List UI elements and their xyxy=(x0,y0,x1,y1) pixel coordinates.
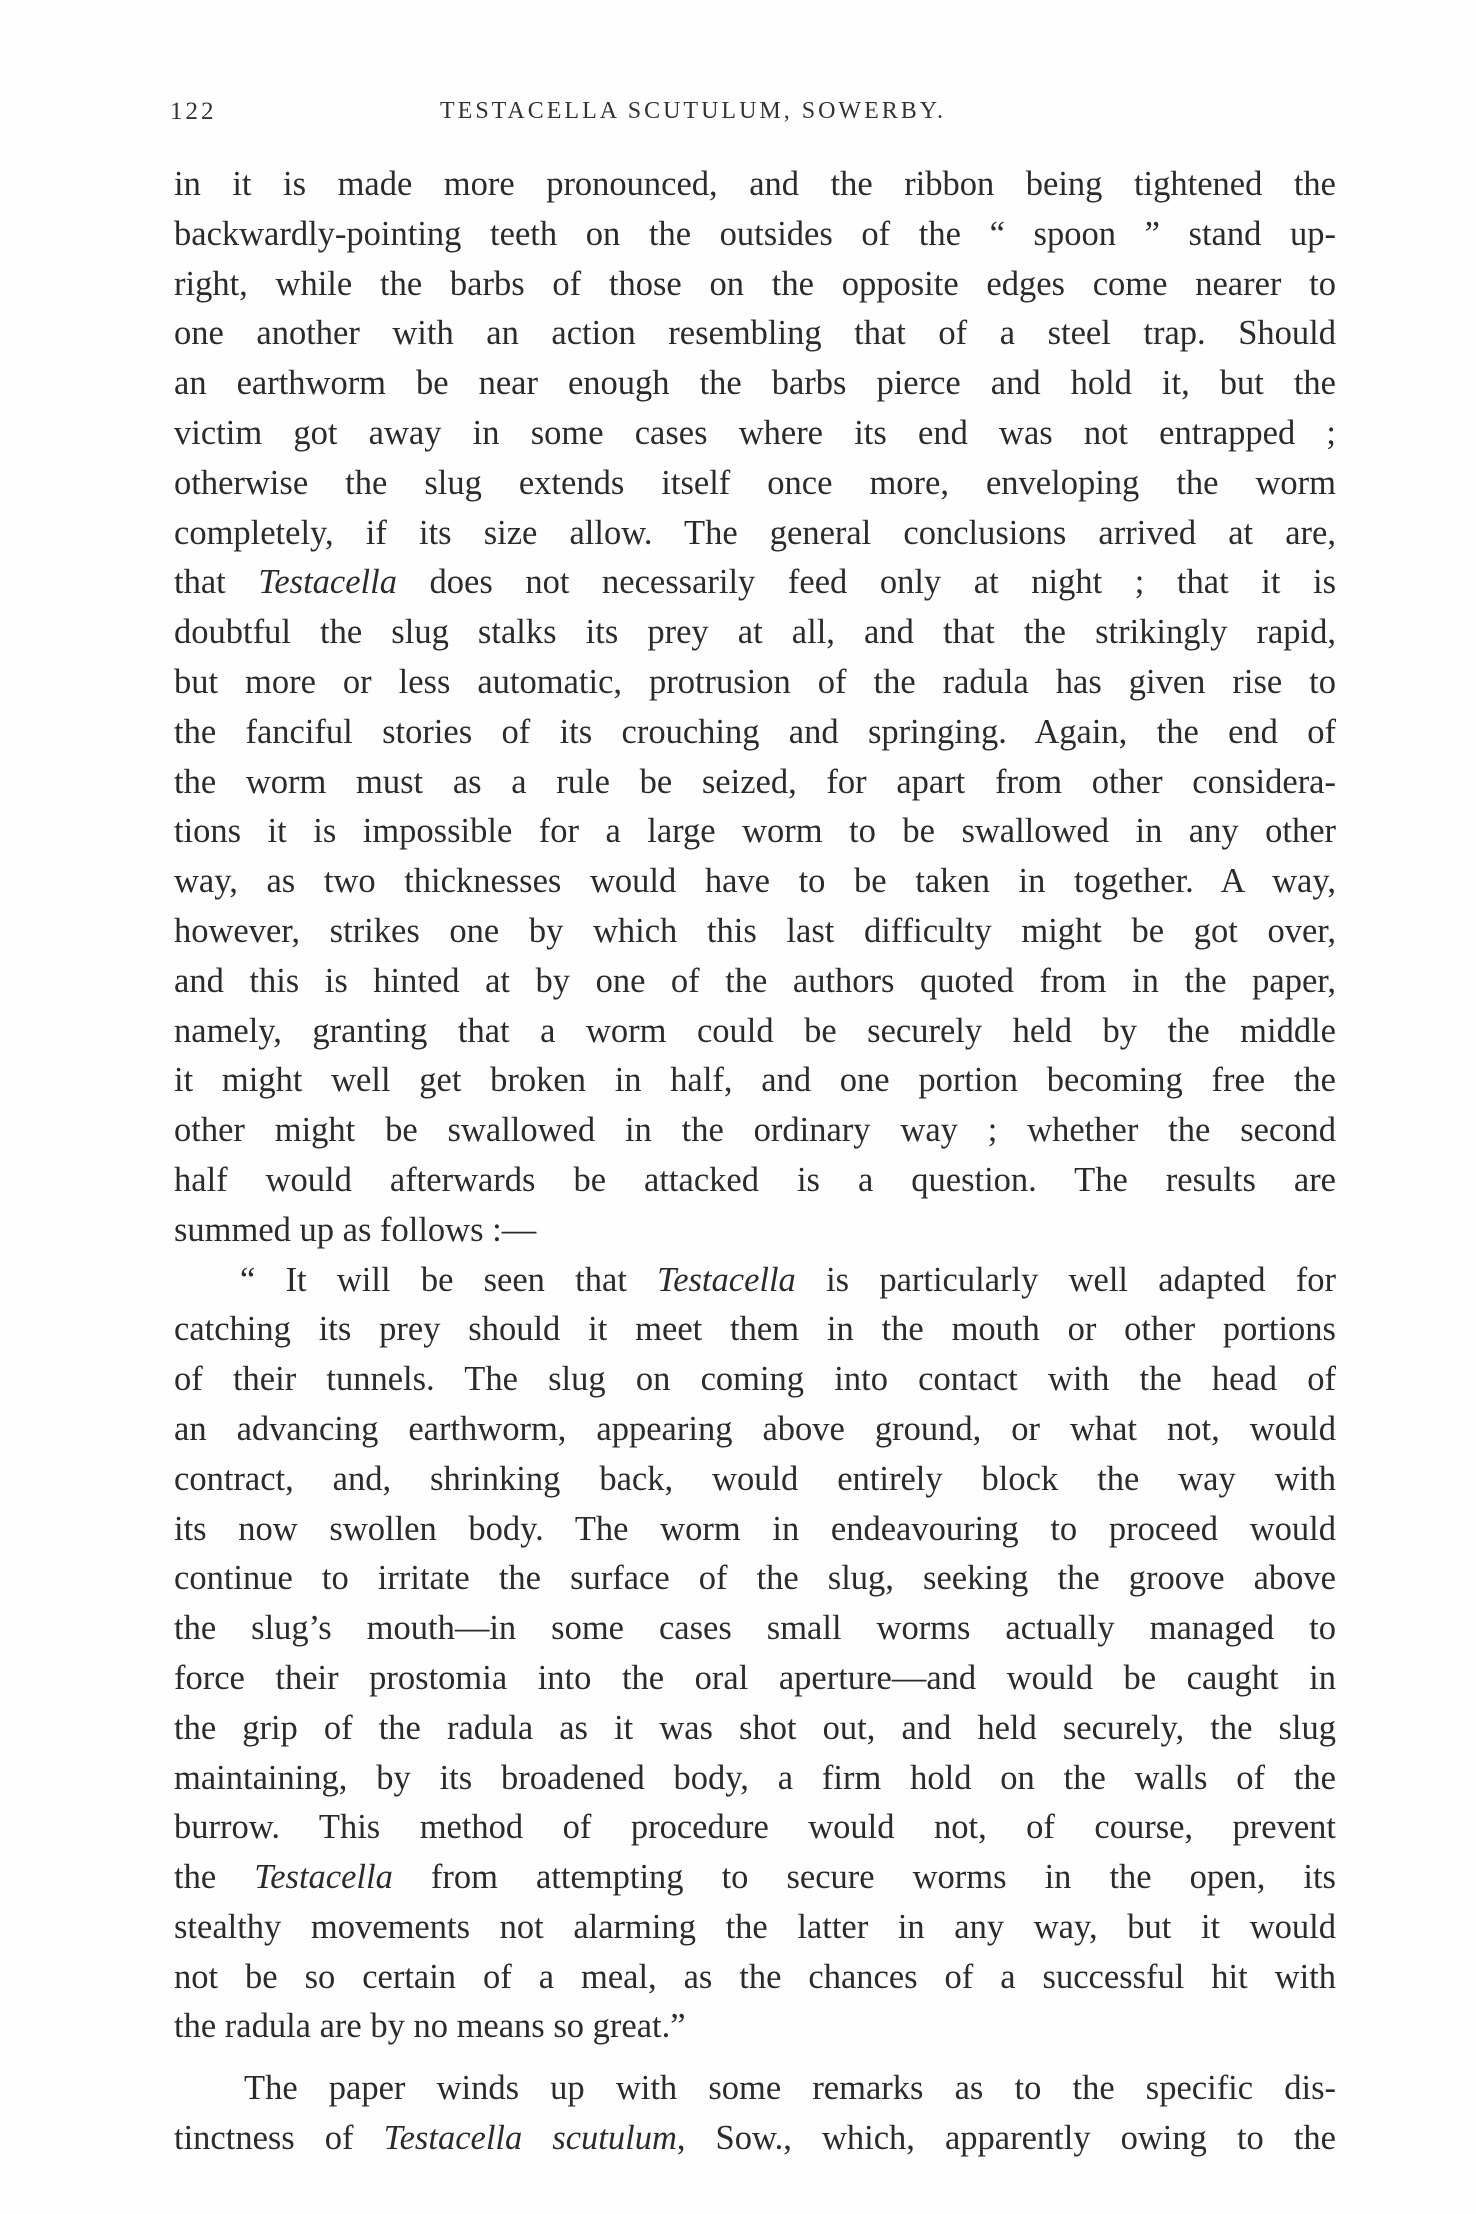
text-line: summed up as follows :— xyxy=(174,1210,537,1249)
text-line: the slug’s mouth—in some cases small worms actually managed to xyxy=(174,1609,1336,1648)
text-line: burrow. This method of procedure would not, of course, prevent xyxy=(174,1808,1336,1847)
text-line: way, as two thicknesses would have to be taken in together. A way, xyxy=(174,862,1336,901)
text-line: catching its prey should it meet them in the mouth or other portions xyxy=(174,1310,1336,1349)
text-line: the worm must as a rule be seized, for apart from other considera- xyxy=(174,762,1336,801)
page-number: 122 xyxy=(170,98,217,125)
text-line: but more or less automatic, protrusion of the radula has given rise to xyxy=(174,662,1336,701)
text-line: completely, if its size allow. The general conclusions arrived at are, xyxy=(174,513,1336,552)
text-line: its now swollen body. The worm in endeavouring to proceed would xyxy=(174,1509,1336,1548)
text-line: otherwise the slug extends itself once more, enveloping the worm xyxy=(174,463,1336,502)
text-line: force their prostomia into the oral aperture—and would be caught in xyxy=(174,1658,1336,1697)
text-line: maintaining, by its broadened body, a firm hold on the walls of the xyxy=(174,1758,1336,1797)
text-line: right, while the barbs of those on the opposite edges come nearer to xyxy=(174,264,1336,303)
text-line: other might be swallowed in the ordinary way ; whether the second xyxy=(174,1111,1336,1150)
page-header xyxy=(170,98,1335,138)
text-line: an earthworm be near enough the barbs pierce and hold it, but the xyxy=(174,364,1336,403)
text-line: backwardly-pointing teeth on the outsides of the “ spoon ” stand up- xyxy=(174,214,1336,253)
body-text xyxy=(174,160,1336,2164)
text-line: one another with an action resembling that of a steel trap. Should xyxy=(174,314,1336,353)
text-line: of their tunnels. The slug on coming into contact with the head of xyxy=(174,1360,1336,1399)
text-line: the Testacella from attempting to secure worms in the open, its xyxy=(174,1858,1336,1897)
text-line: victim got away in some cases where its end was not entrapped ; xyxy=(174,413,1336,452)
text-line: doubtful the slug stalks its prey at all, and that the strikingly rapid, xyxy=(174,613,1336,652)
text-line: an advancing earthworm, appearing above ground, or what not, would xyxy=(174,1409,1336,1448)
quoted-paragraph xyxy=(174,1256,1336,2053)
text-line: half would afterwards be attacked is a question. The results are xyxy=(174,1160,1336,1199)
text-line: continue to irritate the surface of the slug, seeking the groove above xyxy=(174,1559,1336,1598)
text-line: namely, granting that a worm could be securely held by the middle xyxy=(174,1011,1336,1050)
paragraph-3 xyxy=(174,2064,1336,2164)
text-line: and this is hinted at by one of the authors quoted from in the paper, xyxy=(174,961,1336,1000)
text-line: not be so certain of a meal, as the chances of a successful hit with xyxy=(174,1957,1336,1996)
text-line: the grip of the radula as it was shot out, and held securely, the slug xyxy=(174,1708,1336,1747)
text-line: it might well get broken in half, and one portion becoming free the xyxy=(174,1061,1336,1100)
text-line: The paper winds up with some remarks as to the specific dis- xyxy=(244,2069,1336,2108)
text-line: the fanciful stories of its crouching and springing. Again, the end of xyxy=(174,712,1336,751)
text-line: that Testacella does not necessarily feed only at night ; that it is xyxy=(174,563,1336,602)
text-line: contract, and, shrinking back, would entirely block the way with xyxy=(174,1459,1336,1498)
paragraph-1 xyxy=(174,160,1336,1256)
running-head: TESTACELLA SCUTULUM, SOWERBY. xyxy=(440,98,946,124)
text-line: however, strikes one by which this last difficulty might be got over, xyxy=(174,911,1336,950)
text-line: “ It will be seen that Testacella is particularly well adapted for xyxy=(240,1260,1336,1299)
text-line: in it is made more pronounced, and the ribbon being tightened the xyxy=(174,165,1336,203)
text-line: tions it is impossible for a large worm to be swallowed in any other xyxy=(174,812,1336,851)
text-line: the radula are by no means so great.” xyxy=(174,2007,686,2046)
text-line: stealthy movements not alarming the latter in any way, but it would xyxy=(174,1907,1336,1946)
text-line: tinctness of Testacella scutulum, Sow., which, apparently owing to the xyxy=(174,2119,1336,2158)
